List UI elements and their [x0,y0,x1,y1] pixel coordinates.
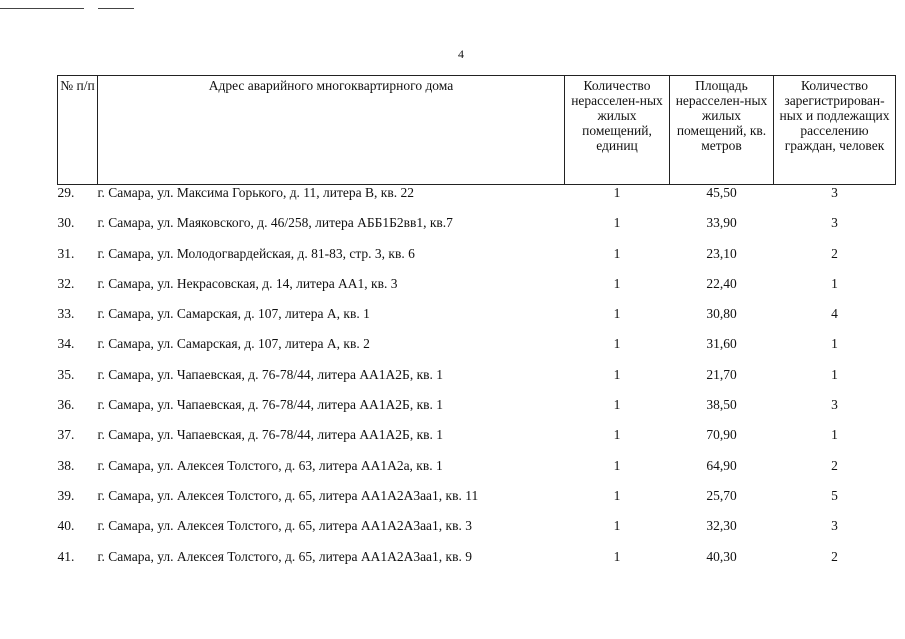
header-number: № п/п [58,76,98,185]
row-number: 39. [57,487,75,503]
row-units-count: 1 [613,215,621,231]
row-address: г. Самара, ул. Алексея Толстого, д. 65, литера АА1А2А3аа1, кв. 3 [97,518,472,534]
row-area: 31,60 [706,336,737,352]
row-units-count: 1 [613,487,621,503]
row-residents: 4 [831,306,838,322]
row-units-count: 1 [613,245,621,261]
emergency-housing-table [57,75,896,579]
row-address: г. Самара, ул. Маяковского, д. 46/258, литера АББ1Б2вв1, кв.7 [97,215,453,231]
table-row [58,306,896,336]
table-header-row [58,76,896,185]
row-residents: 1 [831,336,838,352]
row-address: г. Самара, ул. Молодогвардейская, д. 81-83, стр. 3, кв. 6 [97,245,415,261]
row-residents: 1 [831,275,838,291]
row-area: 23,10 [706,245,737,261]
row-residents: 3 [831,518,838,534]
row-number: 38. [57,457,75,473]
table-row [58,397,896,427]
row-units-count: 1 [613,397,621,413]
row-address: г. Самара, ул. Алексея Толстого, д. 65, литера АА1А2А3аа1, кв. 9 [97,548,472,564]
row-area: 38,50 [706,397,737,413]
row-address: г. Самара, ул. Алексея Толстого, д. 65, литера АА1А2А3аа1, кв. 11 [97,487,479,503]
row-number: 33. [57,306,75,322]
table-row [58,488,896,518]
row-number: 29. [57,185,75,200]
row-area: 64,90 [706,457,737,473]
row-number: 32. [57,275,75,291]
row-address: г. Самара, ул. Самарская, д. 107, литера А, кв. 1 [97,306,370,322]
table-row [58,246,896,276]
table-row [58,458,896,488]
row-residents: 2 [831,457,838,473]
table-row [58,276,896,306]
table-row [58,518,896,548]
header-address: Адрес аварийного многоквартирного дома [98,76,565,185]
row-number: 31. [57,245,75,261]
row-area: 21,70 [706,366,737,382]
row-area: 33,90 [706,215,737,231]
row-area: 30,80 [706,306,737,322]
row-units-count: 1 [613,306,621,322]
row-residents: 1 [831,366,838,382]
row-address: г. Самара, ул. Самарская, д. 107, литера А, кв. 2 [97,336,370,352]
row-residents: 5 [831,487,838,503]
top-scan-mark-right [98,8,134,9]
row-units-count: 1 [613,548,621,564]
table-row [58,336,896,366]
row-units-count: 1 [613,518,621,534]
row-number: 34. [57,336,75,352]
row-address: г. Самара, ул. Максима Горького, д. 11, литера В, кв. 22 [97,185,414,200]
row-number: 40. [57,518,75,534]
table-row [58,549,896,579]
row-units-count: 1 [613,185,621,200]
row-area: 45,50 [706,185,737,200]
row-area: 40,30 [706,548,737,564]
row-number: 37. [57,427,75,443]
table-row [58,185,896,216]
row-area: 70,90 [706,427,737,443]
row-area: 22,40 [706,275,737,291]
row-area: 25,70 [706,487,737,503]
row-units-count: 1 [613,336,621,352]
row-address: г. Самара, ул. Чапаевская, д. 76-78/44, литера АА1А2Б, кв. 1 [97,427,443,443]
table-row [58,427,896,457]
row-residents: 3 [831,215,838,231]
row-units-count: 1 [613,275,621,291]
row-number: 30. [57,215,75,231]
row-residents: 2 [831,245,838,261]
row-number: 41. [57,548,75,564]
row-residents: 3 [831,397,838,413]
row-area: 32,30 [706,518,737,534]
row-address: г. Самара, ул. Некрасовская, д. 14, литера АА1, кв. 3 [97,275,398,291]
table-row [58,215,896,245]
header-area: Площадь нерасселен-ных жилых помещений, кв. метров [670,76,774,185]
page-number: 4 [458,47,464,61]
header-units-count: Количество нерасселен-ных жилых помещений, единиц [565,76,670,185]
header-residents: Количество зарегистрирован-ных и подлежащих расселению граждан, человек [774,76,896,185]
row-units-count: 1 [613,457,621,473]
row-address: г. Самара, ул. Чапаевская, д. 76-78/44, литера АА1А2Б, кв. 1 [97,397,443,413]
top-scan-mark-left [0,8,84,9]
table-row [58,367,896,397]
row-residents: 3 [831,185,838,200]
row-number: 35. [57,366,75,382]
row-units-count: 1 [613,366,621,382]
row-units-count: 1 [613,427,621,443]
row-number: 36. [57,397,75,413]
row-address: г. Самара, ул. Алексея Толстого, д. 63, литера АА1А2а, кв. 1 [97,457,443,473]
row-residents: 2 [831,548,838,564]
row-residents: 1 [831,427,838,443]
table-body [58,185,896,579]
row-address: г. Самара, ул. Чапаевская, д. 76-78/44, литера АА1А2Б, кв. 1 [97,366,443,382]
